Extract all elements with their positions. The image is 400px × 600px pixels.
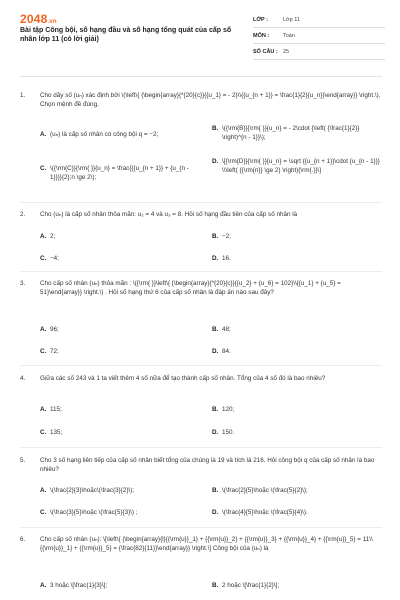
question-text: Cho dãy số (uₙ) xác định bởi \(\left\{ {\begin{array}{*{20}{c}}{{u_1} = - 2}\\{{u_{n + 1}} = \frac{1}{2}{u_n}}\end{array}} \right.\). Chọn mệnh đề đúng. <box>40 92 381 108</box>
option-letter: A. <box>40 406 47 413</box>
option-b[interactable] <box>212 581 382 590</box>
option-a[interactable] <box>40 581 208 590</box>
option-letter: C. <box>40 348 47 355</box>
page-title: Bài tập Công bội, số hạng đầu và số hạng tổng quát của cấp số nhân lớp 11 (có lời giải) <box>20 27 232 43</box>
option-text: 150. <box>222 429 235 436</box>
option-d[interactable] <box>212 508 382 517</box>
question-separator <box>20 271 382 272</box>
option-letter: D. <box>212 158 219 165</box>
option-letter: C. <box>40 255 47 262</box>
option-letter: B. <box>212 582 219 589</box>
option-d[interactable] <box>212 428 372 437</box>
question-separator <box>20 527 382 528</box>
meta-row-class <box>253 12 385 28</box>
option-letter: D. <box>212 509 219 516</box>
question-3 <box>20 279 382 297</box>
option-text: \(\frac{4}{5}\hoặc \(\frac{5}{4}\). <box>222 509 308 516</box>
option-letter: B. <box>212 487 219 494</box>
option-letter: C. <box>40 429 47 436</box>
question-number: 4. <box>20 375 26 382</box>
option-a[interactable] <box>40 232 200 241</box>
option-b[interactable] <box>212 124 382 142</box>
option-text: 3 hoặc \[\frac{1}{3}\]; <box>50 582 108 589</box>
option-c[interactable] <box>40 508 208 517</box>
option-letter: A. <box>40 233 47 240</box>
option-d[interactable] <box>212 157 382 175</box>
option-c[interactable] <box>40 428 200 437</box>
option-text: 16. <box>222 255 231 262</box>
option-a[interactable] <box>40 486 208 495</box>
question-text: Cho cấp số nhân (uₙ): \[\left\{ {\begin{array}{l}{{\rm{u}}_1} + {{\rm{u}}_2} + {{\rm{u}}_3} + {{\rm{u}}_4} + {{\rm{u}}_5} = 11\\{{\rm{u}}_1} + {{\rm{u}}_5} = {\frac{82}{11}}\end{array}} \right.\] Công bội của (uₙ) là <box>40 536 373 552</box>
option-letter: B. <box>212 125 219 132</box>
option-letter: D. <box>212 255 219 262</box>
option-c[interactable] <box>40 164 200 182</box>
option-c[interactable] <box>40 254 200 263</box>
question-number: 6. <box>20 536 26 543</box>
option-text: 2 hoặc \[\frac{1}{2}\]; <box>222 582 280 589</box>
logo-suffix: .vn <box>47 19 57 25</box>
option-d[interactable] <box>212 254 372 263</box>
question-number: 3. <box>20 280 26 287</box>
question-text: Cho cấp số nhân (uₙ) thỏa mãn : \({\rm{ }}\left\{ {\begin{array}{*{20}{c}}{{u_2} + {u_6} = 102}\\{{u_1} + {u_5} = 51}\end{array}} \right.\) . Hỏi số hạng thứ 6 của cấp số nhân là đáp án nào sau đây? <box>40 280 341 296</box>
meta-row-subject <box>253 28 385 44</box>
meta-value: Toán <box>283 32 295 39</box>
meta-value: Lớp 11 <box>283 16 300 23</box>
question-number: 1. <box>20 92 26 99</box>
option-letter: A. <box>40 582 47 589</box>
meta-value: 25 <box>283 48 290 55</box>
question-separator <box>20 365 382 366</box>
site-logo[interactable] <box>20 12 57 26</box>
header-divider <box>20 76 382 77</box>
meta-row-count <box>253 44 385 60</box>
question-number: 2. <box>20 211 26 218</box>
option-text: 135; <box>50 429 63 436</box>
question-text: Giữa các số 243 và 1 ta viết thêm 4 số nữa để tạo thành cấp số nhân. Tổng của 4 số đó là bao nhiêu? <box>40 375 326 382</box>
question-2 <box>20 210 382 219</box>
option-letter: C. <box>40 165 47 172</box>
meta-info-table <box>253 12 385 60</box>
option-letter: C. <box>40 509 47 516</box>
option-text: 84. <box>222 348 231 355</box>
option-text: \(\frac{3}{5}\hoặc \(\frac{5}{3}\) ; <box>50 509 138 516</box>
option-letter: A. <box>40 131 47 138</box>
option-text: \({\rm{C}}{\rm{ }}{u_n} = \frac{{{u_{n + 1}} + {u_{n - 1}}}}{2};n \ge 2\); <box>50 165 189 181</box>
option-text: 48; <box>222 326 231 333</box>
option-b[interactable] <box>212 486 382 495</box>
option-a[interactable] <box>40 130 200 139</box>
option-text: (uₙ) là cấp số nhân có công bội q = −2; <box>50 131 159 138</box>
option-letter: D. <box>212 348 219 355</box>
question-separator <box>20 202 382 203</box>
option-text: 120; <box>222 406 235 413</box>
option-a[interactable] <box>40 405 200 414</box>
question-text: Cho 3 số hạng liên tiếp của cấp số nhân biết tổng của chúng là 19 và tích là 216. Hỏi công bội q của cấp số nhân là bao nhiêu? <box>40 457 375 473</box>
option-letter: B. <box>212 406 219 413</box>
option-text: 72; <box>50 348 59 355</box>
meta-key: LỚP : <box>253 16 268 23</box>
option-text: \(\frac{2}{5}\hoặc \(\frac{5}{2}\); <box>222 487 308 494</box>
option-b[interactable] <box>212 232 372 241</box>
logo-text: 2048 <box>20 12 48 26</box>
option-b[interactable] <box>212 405 372 414</box>
option-letter: B. <box>212 233 219 240</box>
option-text: 2; <box>50 233 56 240</box>
option-text: −2; <box>222 233 231 240</box>
option-letter: B. <box>212 326 219 333</box>
question-text: Cho (uₙ) là cấp số nhân thỏa mãn: u₂ = 4 và u₃ = 8. Hỏi số hạng đầu tiên của cấp số nhân là <box>40 211 298 218</box>
option-text: 96; <box>50 326 59 333</box>
option-a[interactable] <box>40 325 200 334</box>
option-d[interactable] <box>212 347 372 356</box>
question-separator <box>20 447 382 448</box>
option-letter: A. <box>40 487 47 494</box>
question-4 <box>20 374 382 383</box>
option-letter: A. <box>40 326 47 333</box>
question-number: 5. <box>20 457 26 464</box>
question-6 <box>20 535 382 553</box>
meta-key: SỐ CÂU : <box>253 48 278 55</box>
option-b[interactable] <box>212 325 372 334</box>
option-text: \({\rm{B}}{\rm{ }}{u_n} = - 2\cdot {\left( {\frac{1}{2}} \right)^{n - 1}}\); <box>222 125 360 141</box>
option-c[interactable] <box>40 347 200 356</box>
page-header <box>0 0 400 62</box>
option-text: \(\frac{2}{3}\hoặc\(\frac{3}{2}\); <box>50 487 135 494</box>
option-text: \[{\rm{D}}{\rm{ }}{u_n} = \sqrt {{u_{n + 1}}\cdot {u_{n - 1}}} \\\left( {{\rm{n}} \ge 2} \right){\rm{.}}\] <box>222 158 380 174</box>
option-text: 115; <box>50 406 62 413</box>
option-letter: D. <box>212 429 219 436</box>
question-1 <box>20 91 382 109</box>
question-5 <box>20 456 382 474</box>
option-text: −4; <box>50 255 59 262</box>
meta-key: MÔN : <box>253 32 270 39</box>
